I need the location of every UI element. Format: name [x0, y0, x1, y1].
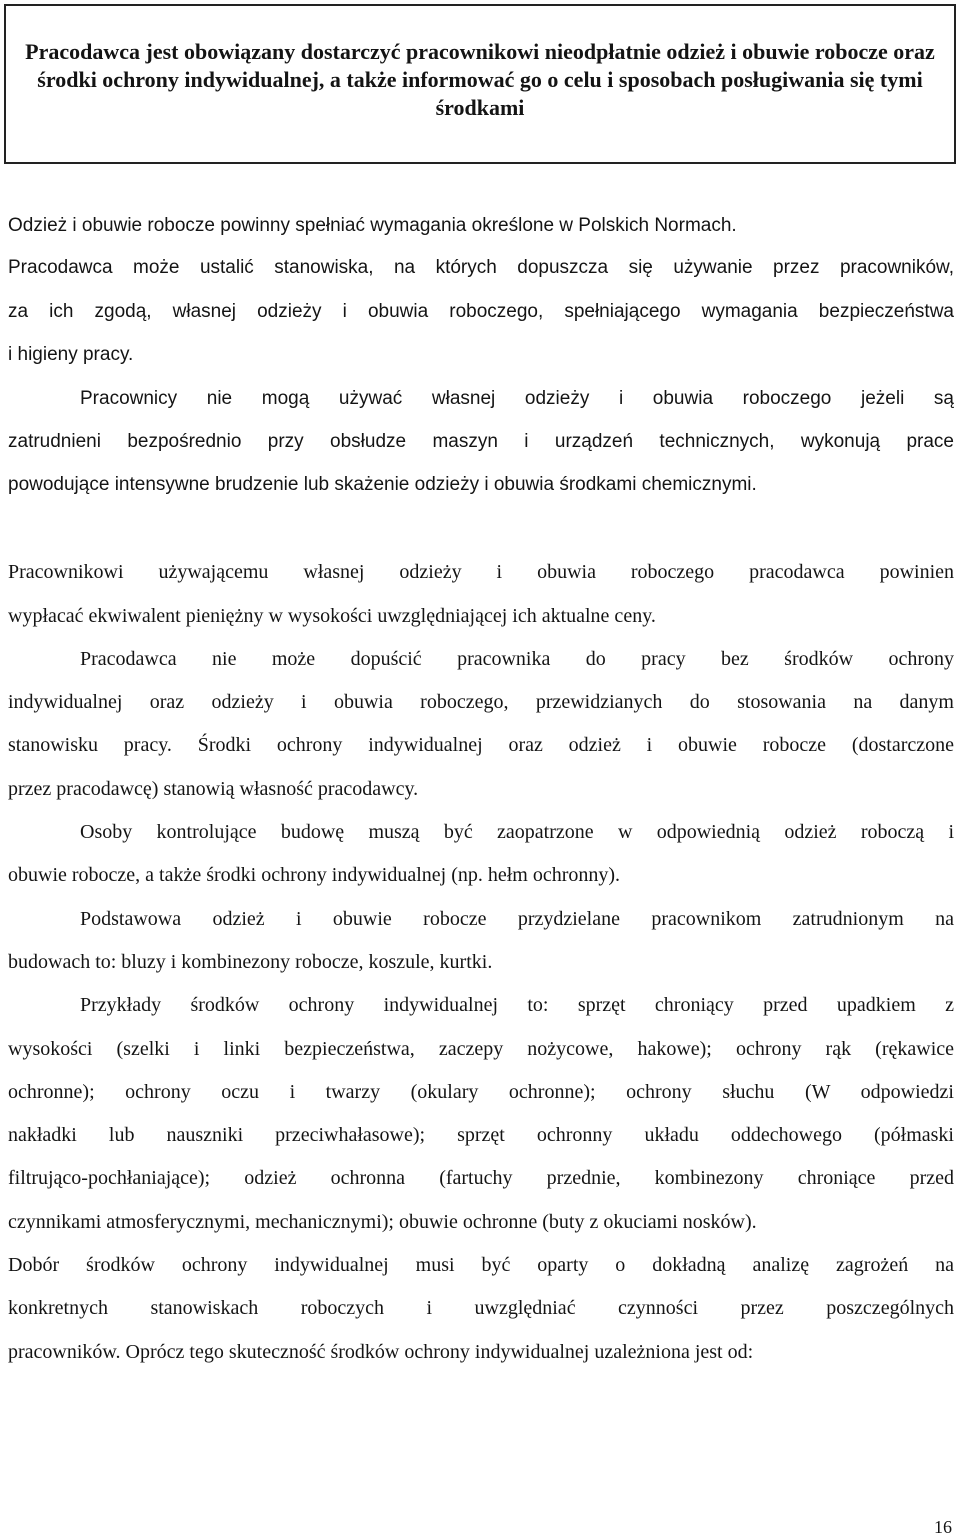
text-line: wypłacać ekwiwalent pieniężny w wysokości uwzględniającej ich aktualne ceny. — [8, 605, 656, 627]
text-line: indywidualnej oraz odzieży i obuwia roboczego, przewidzianych do stosowania na danym — [8, 691, 954, 713]
text-line: Pracodawca może ustalić stanowiska, na których dopuszcza się używanie przez pracowników, — [8, 257, 954, 278]
text-line: nakładki lub nauszniki przeciwhałasowe); sprzęt ochronny układu oddechowego (półmaski — [8, 1124, 954, 1146]
text-line: Podstawowa odzież i obuwie robocze przydzielane pracownikom zatrudnionym na — [80, 908, 954, 930]
text-line: wysokości (szelki i linki bezpieczeństwa, zaczepy nożycowe, hakowe); ochrony rąk (rękawice — [8, 1038, 954, 1060]
text-line: pracowników. Oprócz tego skuteczność środków ochrony indywidualnej uzależniona jest od: — [8, 1341, 754, 1363]
text-line: stanowisku pracy. Środki ochrony indywidualnej oraz odzież i obuwie robocze (dostarczone — [8, 734, 954, 756]
text-line: i higieny pracy. — [8, 344, 134, 365]
page-number: 16 — [934, 1517, 952, 1537]
text-line: Osoby kontrolujące budowę muszą być zaopatrzone w odpowiednią odzież roboczą i — [80, 821, 954, 843]
text-line: Dobór środków ochrony indywidualnej musi być oparty o dokładną analizę zagrożeń na — [8, 1254, 954, 1276]
text-line: konkretnych stanowiskach roboczych i uwzględniać czynności przez poszczególnych — [8, 1297, 954, 1319]
text-line: ochronne); ochrony oczu i twarzy (okulary ochronne); ochrony słuchu (W odpowiedzi — [8, 1081, 954, 1103]
header-box-title: Pracodawca jest obowiązany dostarczyć pracownikowi nieodpłatnie odzież i obuwie robocze oraz środki ochrony indywidualnej, a także informować go o celu i sposobach posługiwania się tymi środkami — [25, 39, 935, 120]
text-line: Pracownikowi używającemu własnej odzieży i obuwia roboczego pracodawca powinien — [8, 561, 954, 583]
text-line: Przykłady środków ochrony indywidualnej to: sprzęt chroniący przed upadkiem z — [80, 994, 954, 1016]
header-box — [4, 4, 956, 164]
text-line: obuwie robocze, a także środki ochrony indywidualnej (np. hełm ochronny). — [8, 864, 621, 886]
text-line: czynnikami atmosferycznymi, mechanicznymi); obuwie ochronne (buty z okuciami nosków). — [8, 1211, 757, 1233]
text-line: zatrudnieni bezpośrednio przy obsłudze maszyn i urządzeń technicznych, wykonują prace — [8, 431, 954, 452]
text-line: Odzież i obuwie robocze powinny spełniać wymagania określone w Polskich Normach. — [8, 215, 737, 236]
text-line: za ich zgodą, własnej odzieży i obuwia roboczego, spełniającego wymagania bezpieczeństwa — [8, 301, 954, 322]
text-line: Pracodawca nie może dopuścić pracownika do pracy bez środków ochrony — [80, 648, 954, 670]
text-line: budowach to: bluzy i kombinezony robocze, koszule, kurtki. — [8, 951, 493, 973]
text-line: przez pracodawcę) stanowią własność pracodawcy. — [8, 778, 419, 800]
text-line: Pracownicy nie mogą używać własnej odzieży i obuwia roboczego jeżeli są — [80, 388, 954, 409]
text-line: filtrująco-pochłaniające); odzież ochronna (fartuchy przednie, kombinezony chroniące przed — [8, 1167, 954, 1189]
text-line: powodujące intensywne brudzenie lub skażenie odzieży i obuwia środkami chemicznymi. — [8, 474, 757, 495]
